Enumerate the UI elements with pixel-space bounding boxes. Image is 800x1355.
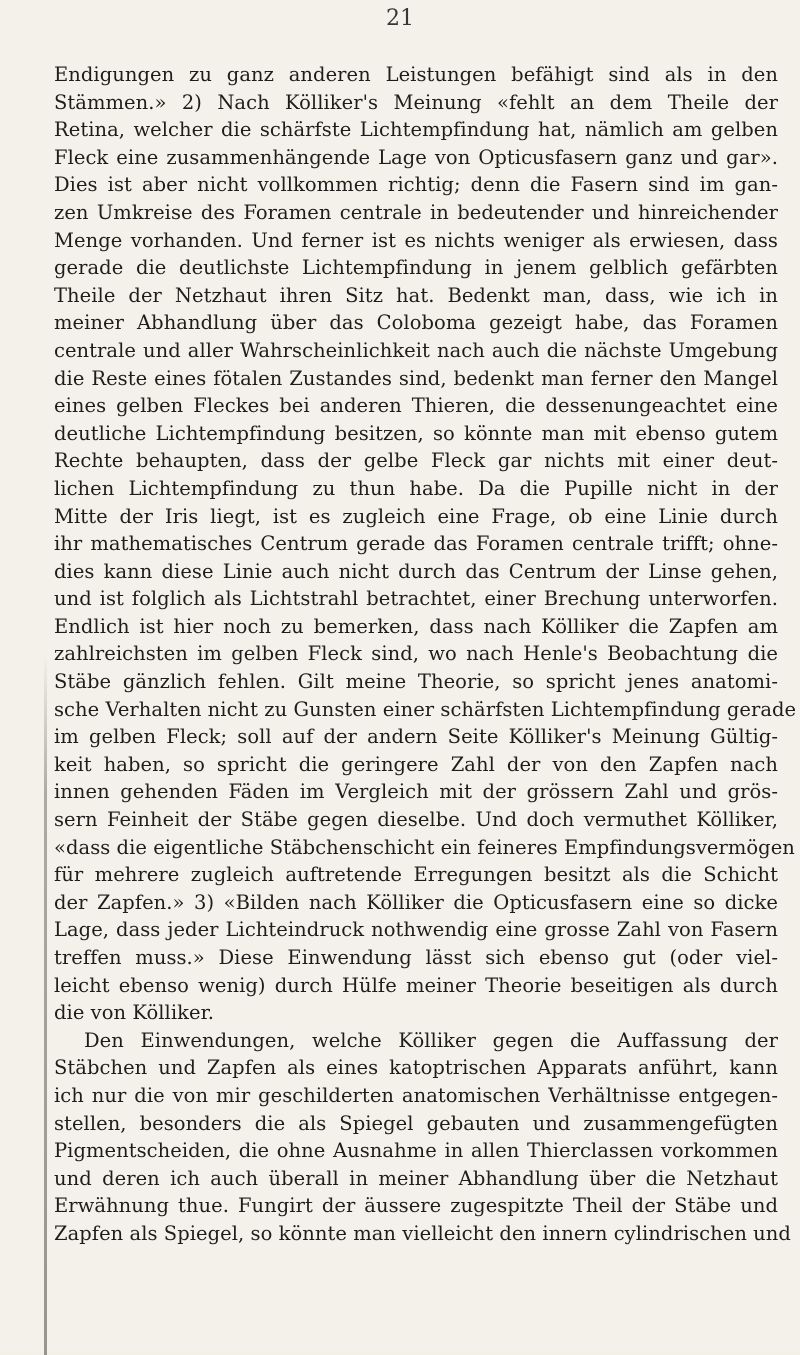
text-line: Stäbe gänzlich fehlen. Gilt meine Theorie, so spricht jenes anatomi- — [54, 670, 778, 694]
text-line: Theile der Netzhaut ihren Sitz hat. Bedenkt man, dass, wie ich in — [54, 283, 778, 307]
text-line: innen gehenden Fäden im Vergleich mit der grössern Zahl und grös- — [54, 780, 778, 804]
text-line: centrale und aller Wahrscheinlichkeit nach auch die nächste Umgebung — [54, 338, 778, 362]
text-line: Stäbchen und Zapfen als eines katoptrischen Apparats anführt, kann — [54, 1056, 778, 1080]
text-line: Endlich ist hier noch zu bemerken, dass nach Kölliker die Zapfen am — [54, 614, 778, 638]
text-line: Lage, dass jeder Lichteindruck nothwendig eine grosse Zahl von Fasern — [54, 918, 778, 942]
text-line: lichen Lichtempfindung zu thun habe. Da die Pupille nicht in der — [54, 476, 778, 500]
text-line: Endigungen zu ganz anderen Leistungen befähigt sind als in den — [54, 63, 778, 86]
text-line: im gelben Fleck; soll auf der andern Seite Kölliker's Meinung Gültig- — [54, 725, 778, 749]
text-line: die von Kölliker. — [54, 1001, 215, 1025]
text-line: zahlreichsten im gelben Fleck sind, wo nach Henle's Beobachtung die — [54, 642, 778, 666]
text-line: Rechte behaupten, dass der gelbe Fleck gar nichts mit einer deut- — [54, 449, 778, 473]
text-line: Fleck eine zusammenhängende Lage von Opticusfasern ganz und gar». — [54, 145, 778, 169]
text-line: Retina, welcher die schärfste Lichtempfindung hat, nämlich am gelben — [54, 118, 778, 142]
text-line: sern Feinheit der Stäbe gegen dieselbe. Und doch vermuthet Kölliker, — [54, 808, 778, 832]
text-line: Stämmen.» 2) Nach Kölliker's Meinung «fehlt an dem Theile der — [54, 90, 778, 114]
text-line: keit haben, so spricht die geringere Zahl der von den Zapfen nach — [54, 752, 778, 776]
text-line: stellen, besonders die als Spiegel gebauten und zusammengefügten — [54, 1111, 778, 1135]
text-line: leicht ebenso wenig) durch Hülfe meiner Theorie beseitigen als durch — [54, 973, 778, 997]
text-line: eines gelben Fleckes bei anderen Thieren, die dessenungeachtet eine — [54, 394, 778, 418]
text-line: Erwähnung thue. Fungirt der äussere zugespitzte Theil der Stäbe und — [54, 1194, 778, 1218]
text-line: ich nur die von mir geschilderten anatomischen Verhältnisse entgegen- — [54, 1083, 778, 1107]
text-line: gerade die deutlichste Lichtempfindung in jenem gelblich gefärbten — [54, 256, 778, 280]
text-line: meiner Abhandlung über das Coloboma gezeigt habe, das Foramen — [54, 311, 778, 335]
page-number: 21 — [386, 6, 414, 31]
text-line: sche Verhalten nicht zu Gunsten einer schärfsten Lichtempfindung gerade — [54, 697, 797, 721]
text-line: die Reste eines fötalen Zustandes sind, bedenkt man ferner den Mangel — [54, 366, 778, 390]
text-line: Zapfen als Spiegel, so könnte man vielleicht den innern cylindrischen und — [54, 1221, 791, 1245]
text-line: und deren ich auch überall in meiner Abhandlung über die Netzhaut — [54, 1166, 778, 1190]
text-line: deutliche Lichtempfindung besitzen, so könnte man mit ebenso gutem — [54, 421, 778, 445]
text-line: treffen muss.» Diese Einwendung lässt sich ebenso gut (oder viel- — [54, 946, 778, 969]
text-line: Dies ist aber nicht vollkommen richtig; denn die Fasern sind im gan- — [54, 173, 778, 197]
text-line: dies kann diese Linie auch nicht durch das Centrum der Linse gehen, — [54, 559, 778, 583]
text-line: Mitte der Iris liegt, ist es zugleich eine Frage, ob eine Linie durch — [54, 504, 778, 528]
text-line: Den Einwendungen, welche Kölliker gegen die Auffassung der — [84, 1028, 778, 1052]
text-line: für mehrere zugleich auftretende Erregungen besitzt als die Schicht — [54, 863, 778, 887]
body-text — [54, 61, 797, 1248]
scan-edge-shadow — [44, 655, 47, 1355]
text-line: der Zapfen.» 3) «Bilden nach Kölliker die Opticusfasern eine so dicke — [54, 890, 778, 914]
text-line: Pigmentscheiden, die ohne Ausnahme in allen Thierclassen vorkommen — [54, 1139, 778, 1163]
text-line: «dass die eigentliche Stäbchenschicht ein feineres Empfindungsvermögen — [54, 835, 795, 859]
text-line: Menge vorhanden. Und ferner ist es nichts weniger als erwiesen, dass — [54, 228, 778, 252]
text-line: und ist folglich als Lichtstrahl betrachtet, einer Brechung unterworfen. — [54, 587, 778, 611]
text-line: ihr mathematisches Centrum gerade das Foramen centrale trifft; ohne- — [54, 532, 778, 556]
text-line: zen Umkreise des Foramen centrale in bedeutender und hinreichender — [54, 200, 778, 224]
